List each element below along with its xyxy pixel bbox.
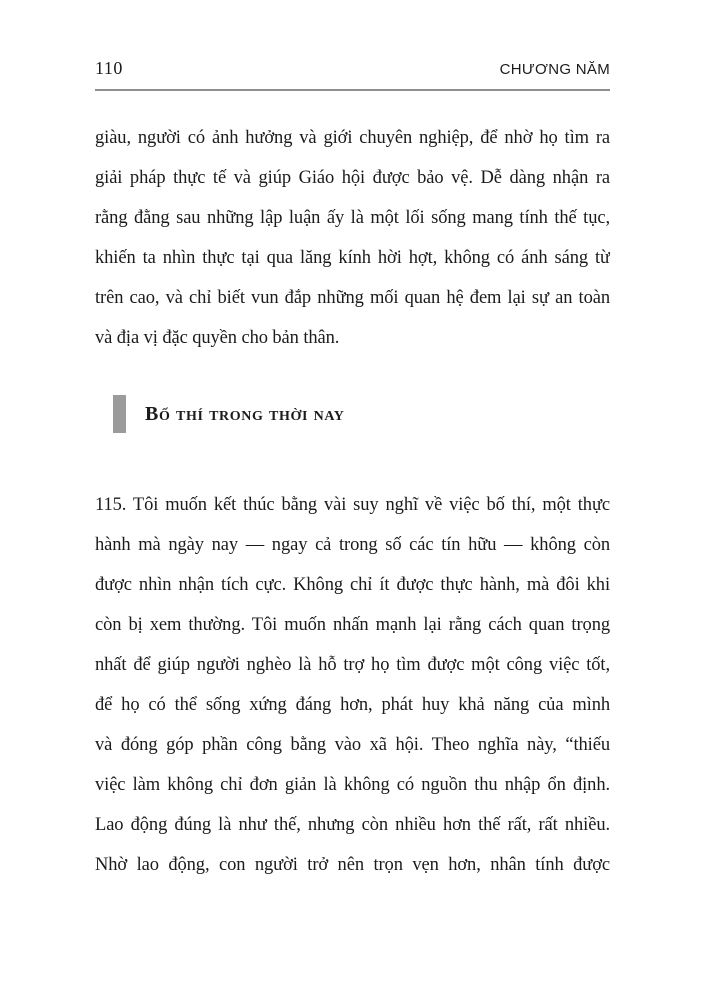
paragraph [95, 118, 610, 358]
page-number: 110 [95, 58, 123, 78]
header-rule [95, 89, 610, 91]
text-line: rằng đằng sau những lập luận ấy là một lối sống mang tính thế tục, [95, 208, 610, 228]
text-line: giải pháp thực tế và giúp Giáo hội được bảo vệ. Dễ dàng nhận ra [95, 168, 610, 188]
text-line: và đóng góp phần công bằng vào xã hội. Theo nghĩa này, “thiếu [95, 735, 610, 755]
text-line: và địa vị đặc quyền cho bản thân. [95, 328, 340, 348]
section-marker-bar [113, 395, 126, 433]
text-line: để họ có thể sống xứng đáng hơn, phát huy khả năng của mình [95, 695, 610, 715]
section-heading-text: Bố thí trong thời nay [145, 402, 345, 425]
text-line: hành mà ngày nay — ngay cả trong số các tín hữu — không còn [95, 535, 610, 555]
text-line: 115. Tôi muốn kết thúc bằng vài suy nghĩ về việc bố thí, một thực [95, 495, 610, 515]
text-line: được nhìn nhận tích cực. Không chỉ ít được thực hành, mà đôi khi [95, 575, 610, 595]
chapter-title: CHƯƠNG NĂM [499, 61, 610, 78]
paragraph [95, 485, 610, 885]
text-line: Nhờ lao động, con người trở nên trọn vẹn hơn, nhân tính được [95, 855, 610, 875]
section-heading [113, 395, 344, 433]
text-line: trên cao, và chỉ biết vun đắp những mối quan hệ đem lại sự an toàn [95, 288, 610, 308]
text-line: Lao động đúng là như thế, nhưng còn nhiều hơn thế rất, rất nhiều. [95, 815, 610, 835]
text-line: còn bị xem thường. Tôi muốn nhấn mạnh lại rằng cách quan trọng [95, 615, 610, 635]
text-line: giàu, người có ảnh hưởng và giới chuyên nghiệp, để nhờ họ tìm ra [95, 128, 610, 148]
text-line: khiến ta nhìn thực tại qua lăng kính hời hợt, không có ánh sáng từ [95, 248, 610, 268]
text-line: nhất để giúp người nghèo là hỗ trợ họ tìm được một công việc tốt, [95, 655, 610, 675]
page-header [95, 58, 610, 79]
text-line: việc làm không chỉ đơn giản là không có nguồn thu nhập ổn định. [95, 775, 610, 795]
